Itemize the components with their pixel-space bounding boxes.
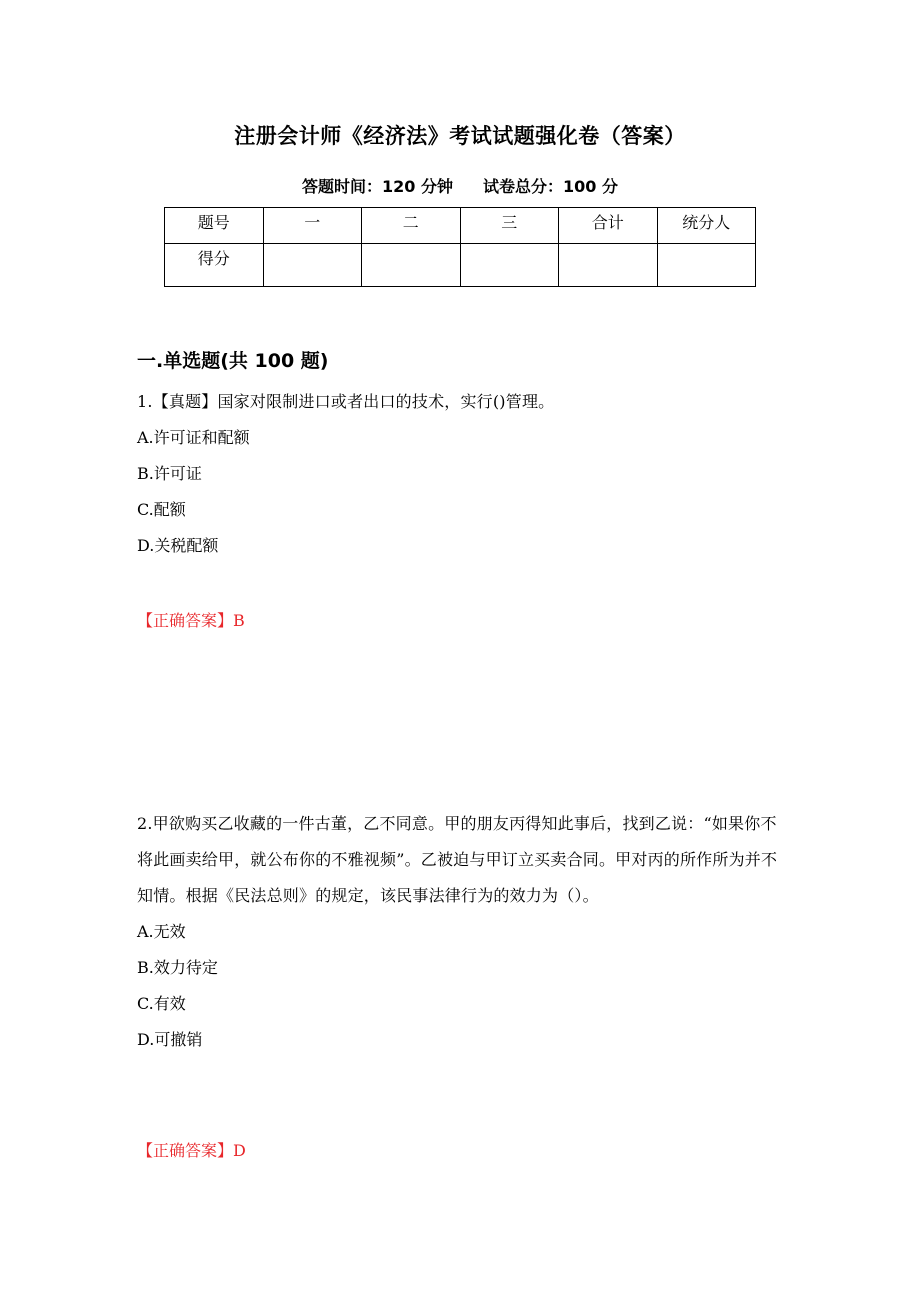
- score-cell: [362, 244, 461, 287]
- question-option: D.可撤销: [137, 1030, 203, 1049]
- page-title: 注册会计师《经济法》考试试题强化卷（答案）: [234, 124, 686, 148]
- question-1: [137, 384, 787, 564]
- correct-answer: 【正确答案】B: [137, 611, 245, 630]
- score-table-header: 合计: [559, 208, 658, 244]
- question-stem: 1.【真题】国家对限制进口或者出口的技术，实行()管理。: [137, 392, 555, 411]
- question-option: C.配额: [137, 500, 186, 519]
- total-score-label: 试卷总分：100 分: [483, 177, 618, 196]
- score-table-header: 三: [460, 208, 559, 244]
- time-label: 答题时间：120 分钟: [302, 177, 453, 196]
- score-cell: [263, 244, 362, 287]
- score-table-header: 一: [263, 208, 362, 244]
- question-option: B.效力待定: [137, 958, 218, 977]
- score-cell: [460, 244, 559, 287]
- score-cell: [657, 244, 756, 287]
- score-table-score-row: [165, 244, 756, 287]
- question-option: D.关税配额: [137, 536, 219, 555]
- score-table-header: 统分人: [657, 208, 756, 244]
- score-table: [164, 207, 756, 287]
- section-title: 一.单选题(共 100 题): [137, 350, 329, 372]
- score-table-header: 二: [362, 208, 461, 244]
- question-stem: 2.甲欲购买乙收藏的一件古董，乙不同意。甲的朋友丙得知此事后，找到乙说：“如果你不将此画卖给甲，就公布你的不雅视频”。乙被迫与甲订立买卖合同。甲对丙的所作所为并不知情。根据《民法总则》的规定，该民事法律行为的效力为（）。: [137, 814, 778, 905]
- score-row-label: 得分: [165, 244, 264, 287]
- correct-answer: 【正确答案】D: [137, 1141, 246, 1160]
- exam-meta: [0, 174, 920, 197]
- question-option: C.有效: [137, 994, 186, 1013]
- question-option: B.许可证: [137, 464, 202, 483]
- question-option: A.许可证和配额: [137, 428, 250, 447]
- question-option: A.无效: [137, 922, 186, 941]
- question-2: [137, 806, 787, 1058]
- score-table-header-row: [165, 208, 756, 244]
- score-cell: [559, 244, 658, 287]
- score-table-header: 题号: [165, 208, 264, 244]
